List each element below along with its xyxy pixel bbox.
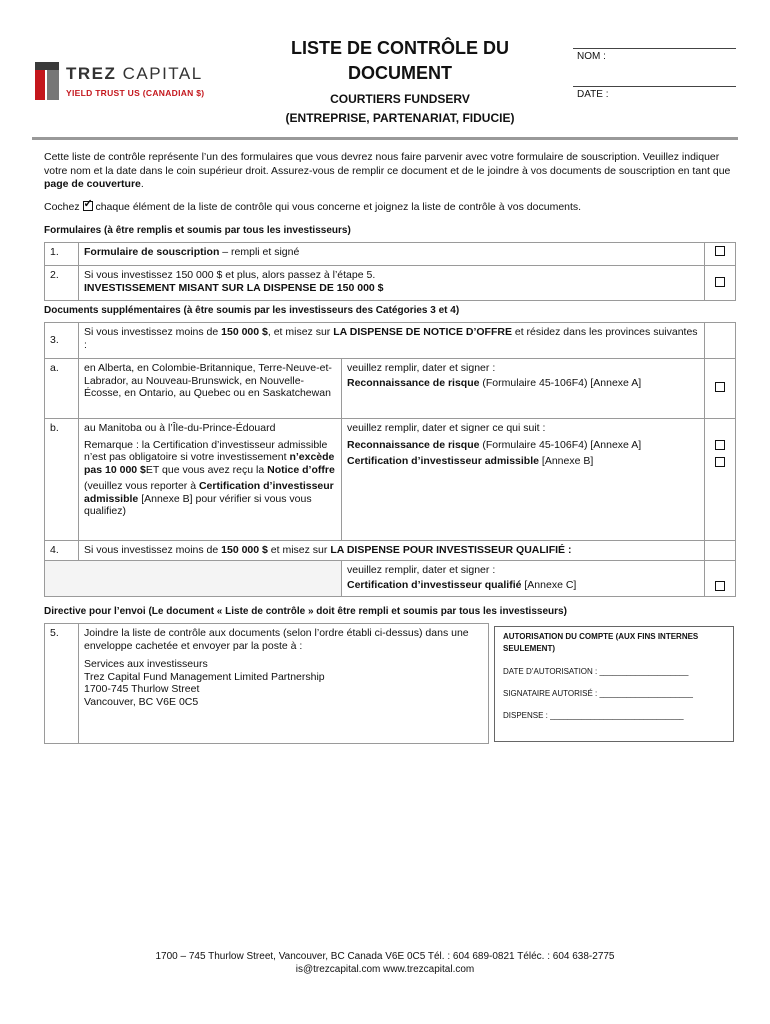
rowb-provinces: au Manitoba ou à l’Île-du-Prince-Édouard Remarque : la Certification d’investisseur admissible n’est pas obligatoire si votre investissement n’excède pas 10 000 $ET que vous avez reçu la Notice d’offre (veuillez vous reporter à Certification d’investisseur admissible [Annexe B] pour vérifier si vous vous qualifiez) [79, 419, 342, 541]
logo-mark [35, 62, 59, 100]
document-subtitle: COURTIERS FUNDSERV (ENTREPRISE, PARTENARIAT, FIDUCIE) [285, 92, 515, 125]
checkbox-icon [83, 201, 93, 211]
row2-checkbox[interactable] [715, 277, 725, 287]
logo-name: TREZ CAPITAL [66, 64, 203, 83]
date-line [573, 86, 736, 87]
section-heading-forms: Formulaires (à être remplis et soumis par tous les investisseurs) [44, 225, 351, 236]
auth-exemption-field[interactable]: DISPENSE : ______________________________ [503, 711, 684, 720]
row4-text: Si vous investissez moins de 150 000 $ et misez sur LA DISPENSE POUR INVESTISSEUR QUALIFIÉ : [79, 541, 705, 561]
auth-signatory-field[interactable]: SIGNATAIRE AUTORISÉ : _____________________ [503, 689, 693, 698]
date-label: DATE : [577, 89, 609, 100]
footer: 1700 – 745 Thurlow Street, Vancouver, BC Canada V6E 0C5 Tél. : 604 689-0821 Téléc. : 604 638-2775 is@trezcapital.com www.trezcapital.com [155, 951, 615, 975]
document-title: LISTE DE CONTRÔLE DU DOCUMENT [290, 38, 509, 83]
name-label: NOM : [577, 51, 606, 62]
rowb-requirements: veuillez remplir, dater et signer ce qui suit : Reconnaissance de risque (Formulaire 45-106F4) [Annexe A] Certification d’investisseur admissible [Annexe B] [342, 419, 705, 541]
checklist-table-3: 5. Joindre la liste de contrôle aux documents (selon l’ordre établi ci-dessus) dans une enveloppe cachetée et envoyer par la poste à : Services aux investisseurs Trez Capital Fund Management Limited Partnership 1700-745 Thurlow Street Vancouver, BC V6E 0C5 [44, 623, 489, 744]
row1-text: Formulaire de souscription – rempli et signé [79, 243, 705, 266]
account-authorization-box: AUTORISATION DU COMPTE (AUX FINS INTERNES SEULEMENT) DATE D’AUTORISATION : ____________________ SIGNATAIRE AUTORISÉ : _____________________ DISPENSE : ______________________________ [494, 626, 734, 742]
row4-checkbox[interactable] [715, 581, 725, 591]
rowa-requirements: veuillez remplir, dater et signer : Reconnaissance de risque (Formulaire 45-106F4) [Annexe A] [342, 359, 705, 419]
section-heading-sending: Directive pour l’envoi (Le document « Liste de contrôle » doit être rempli et soumis par tous les investisseurs) [44, 606, 567, 617]
checklist-table-1: 1. Formulaire de souscription – rempli et signé 2. Si vous investissez 150 000 $ et plus, alors passez à l’étape 5. INVESTISSEMENT MISANT SUR LA DISPENSE DE 150 000 $ [44, 242, 736, 301]
auth-date-field[interactable]: DATE D’AUTORISATION : ____________________ [503, 667, 689, 676]
rowb-checkbox-1[interactable] [715, 440, 725, 450]
header-rule [32, 137, 738, 140]
rowa-checkbox[interactable] [715, 382, 725, 392]
rowb-checkbox-2[interactable] [715, 457, 725, 467]
name-line [573, 48, 736, 49]
row5-text: Joindre la liste de contrôle aux documents (selon l’ordre établi ci-dessus) dans une enveloppe cachetée et envoyer par la poste à : Services aux investisseurs Trez Capital Fund Management Limited Partnership 1700-745 Thurlow Street Vancouver, BC V6E 0C5 [79, 624, 489, 744]
logo-tagline: YIELD TRUST US (CANADIAN $) [66, 88, 205, 98]
checklist-table-2: 3. Si vous investissez moins de 150 000 $, et misez sur LA DISPENSE DE NOTICE D’OFFRE et résidez dans les provinces suivantes : a. en Alberta, en Colombie-Britannique, Terre-Neuve-et-Labrador, au Nouveau-Brunswick, en Nouvelle-Écosse, en Ontario, au Quebec ou en Saskatchewan veuillez remplir, dater et signer : Reconnaissance de risque (Formulaire 45-106F4) [Annexe A] b. au Manitoba ou à l’Île-du-Prince-Édouard Remarque : la Certification d’investisseur admissible n’est pas obligatoire si votre investissement n’excède pas 10 000 $ET que vous avez reçu la Notice d’offre (veuillez vous reporter à Certification d’investisseur admissible [Annexe B] pour vérifier si vous vous qualifiez) veuillez remplir, dater et signer ce qui suit : Reconnaissance de risque (Formulaire 45-106F4) [Annexe A] Certification d’investisseur admissible [Annexe B] 4. Si vous investissez moins de 150 000 $ et misez sur LA DISPENSE POUR INVESTISSEUR QUALIFIÉ : veuillez remplir, dater et signer : Certification d’investisseur qualifié [Annexe C] [44, 322, 736, 597]
section-heading-additional: Documents supplémentaires (à être soumis par les investisseurs des Catégories 3 et 4) [44, 305, 460, 316]
row3-text: Si vous investissez moins de 150 000 $, et misez sur LA DISPENSE DE NOTICE D’OFFRE et résidez dans les provinces suivantes : [79, 323, 705, 359]
row2-text: Si vous investissez 150 000 $ et plus, alors passez à l’étape 5. INVESTISSEMENT MISANT SUR LA DISPENSE DE 150 000 $ [79, 266, 705, 301]
intro-paragraph: Cette liste de contrôle représente l’un des formulaires que vous devrez nous faire parvenir avec votre formulaire de souscription. Veuillez indiquer votre nom et la date dans le coin supérieur droit. Assurez-vous de remplir ce document et de le joindre à vos documents de souscription en tant que page de couverture. [44, 151, 731, 190]
row1-checkbox[interactable] [715, 246, 725, 256]
cochez-instruction: Cochez ✓ chaque élément de la liste de contrôle qui vous concerne et joignez la liste de contrôle à vos documents. [44, 201, 581, 213]
rowa-provinces: en Alberta, en Colombie-Britannique, Terre-Neuve-et-Labrador, au Nouveau-Brunswick, en Nouvelle-Écosse, en Ontario, au Quebec ou en Saskatchewan [79, 359, 342, 419]
row4-requirements: veuillez remplir, dater et signer : Certification d’investisseur qualifié [Annexe C] [342, 561, 705, 597]
